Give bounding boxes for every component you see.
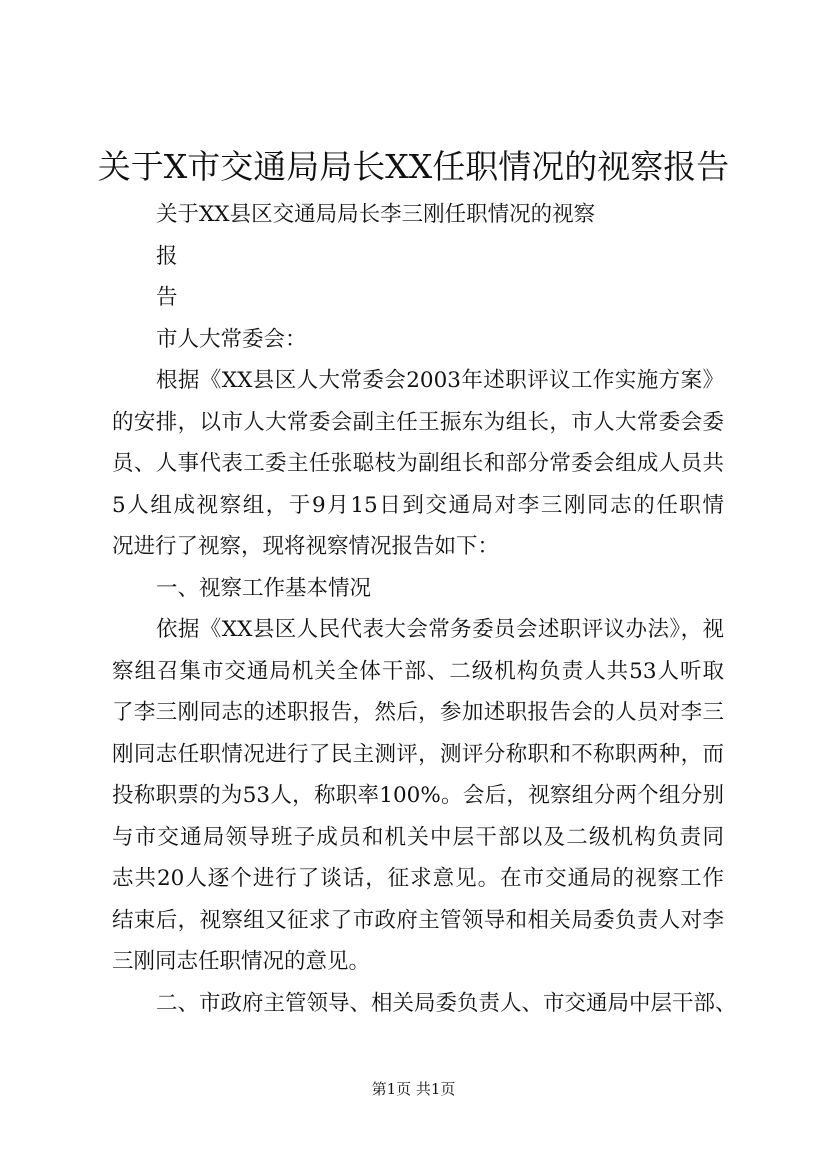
subtitle-line: 报 (156, 243, 178, 269)
subtitle-line: 关于XX县区交通局局长李三刚任职情况的视察 (156, 202, 596, 227)
paragraph-line: 根据《XX县区人大常委会2003年述职评议工作实施方案》 (156, 368, 724, 393)
section-heading: 一、视察工作基本情况 (156, 575, 372, 601)
paragraph-line: 察组召集市交通局机关全体干部、二级机构负责人共53人听取 (112, 658, 724, 684)
page-footer: 第1页 共1页 (371, 1080, 456, 1098)
salutation: 市人大常委会： (156, 326, 307, 352)
paragraph-line: 志共20人逐个进行了谈话，征求意见。在市交通局的视察工作 (112, 866, 724, 891)
paragraph-line: 依据《XX县区人民代表大会常务委员会述职评议办法》，视 (156, 617, 724, 642)
subtitle-line: 告 (156, 285, 178, 310)
paragraph-line: 三刚同志任职情况的意见。 (112, 949, 371, 974)
document-title: 关于X市交通局局长XX任职情况的视察报告 (97, 147, 730, 186)
paragraph-line: 刚同志任职情况进行了民主测评，测评分称职和不称职两种，而 (112, 741, 724, 767)
paragraph-line: 投称职票的为53人，称职率100%。会后，视察组分两个组分别 (112, 783, 724, 808)
paragraph-line: 的安排，以市人大常委会副主任王振东为组长，市人大常委会委 (112, 409, 724, 435)
document-body (112, 194, 737, 1024)
paragraph-line: 了李三刚同志的述职报告，然后，参加述职报告会的人员对李三 (112, 700, 724, 725)
paragraph-line: 5人组成视察组，于9月15日到交通局对李三刚同志的任职情 (112, 492, 724, 518)
section-heading: 二、市政府主管领导、相关局委负责人、市交通局中层干部、 (156, 990, 737, 1016)
paragraph-line: 结束后，视察组又征求了市政府主管领导和相关局委负责人对李 (112, 907, 724, 933)
paragraph-line: 况进行了视察，现将视察情况报告如下： (112, 534, 500, 559)
paragraph-line: 与市交通局领导班子成员和机关中层干部以及二级机构负责同 (112, 824, 724, 850)
paragraph-line: 员、人事代表工委主任张聪枝为副组长和部分常委会组成人员共 (112, 451, 724, 476)
